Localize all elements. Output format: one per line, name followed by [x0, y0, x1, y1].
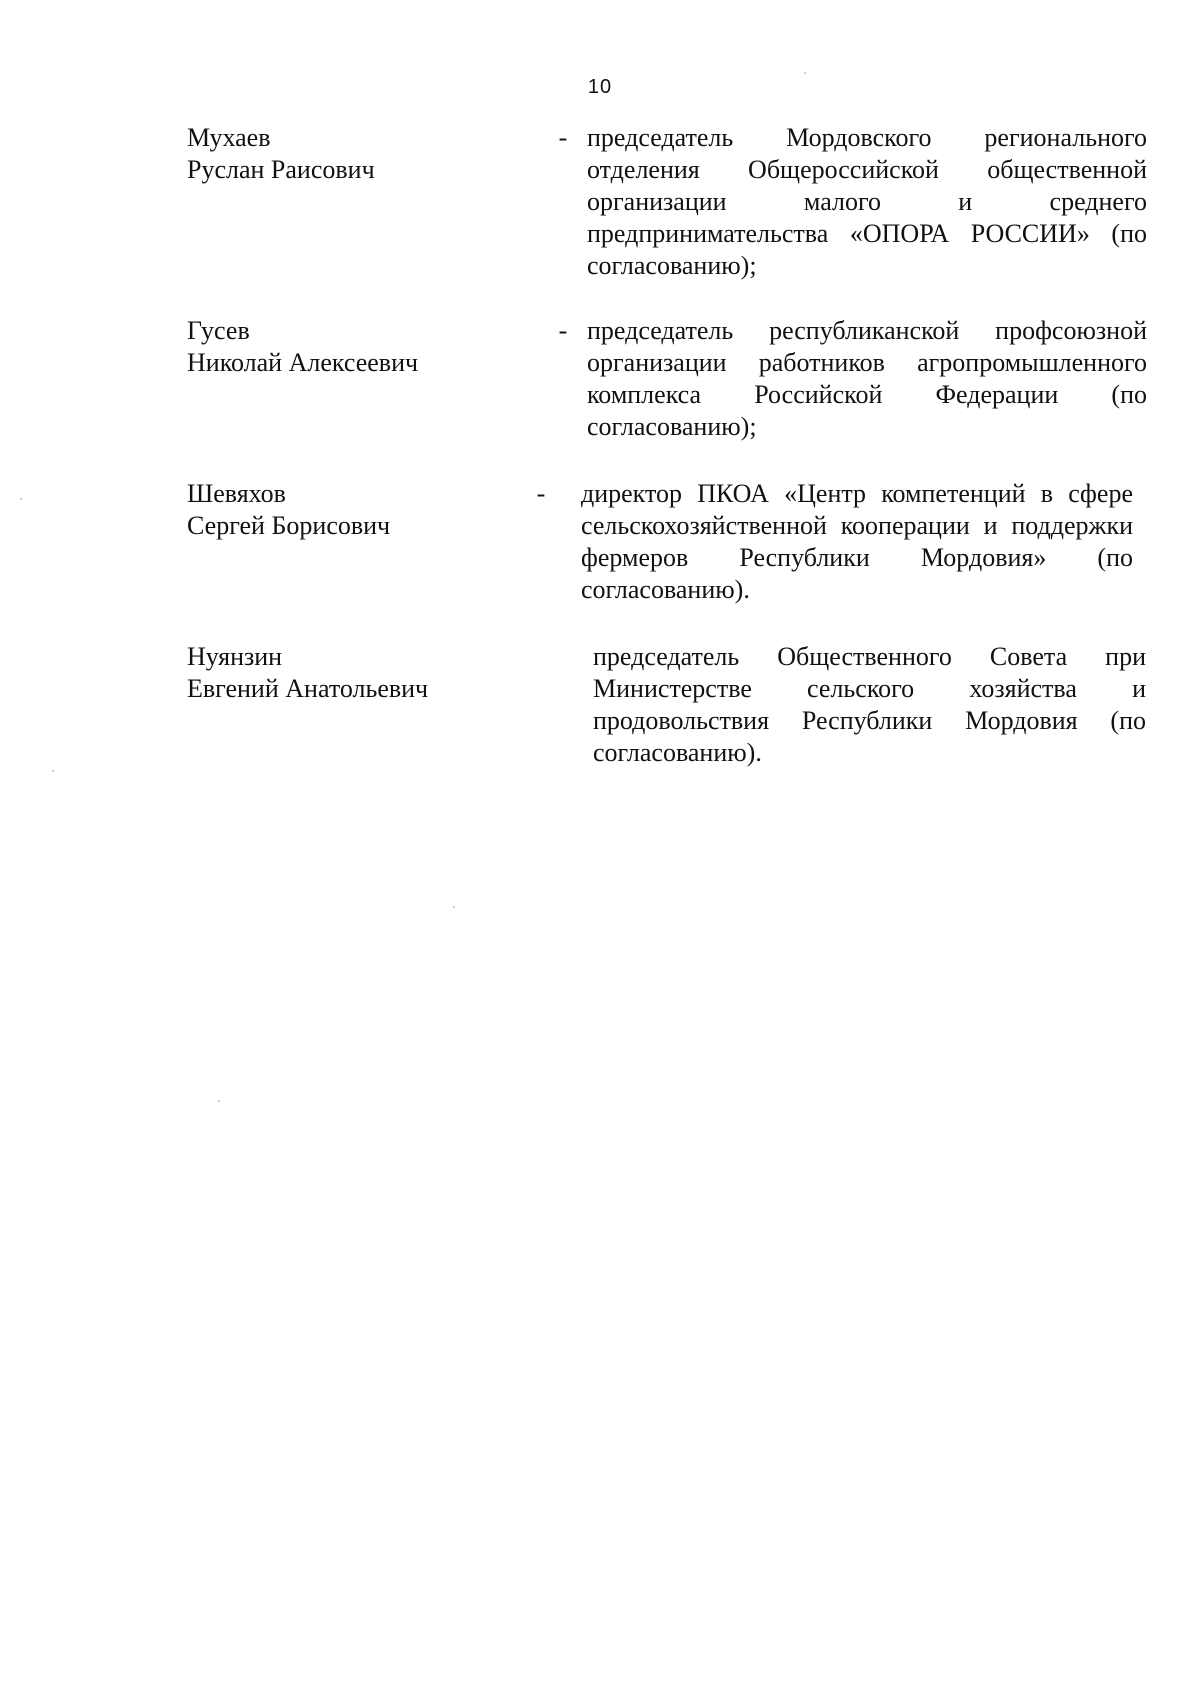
scan-speck	[804, 72, 806, 74]
member-name	[187, 641, 527, 705]
member-name	[187, 122, 527, 186]
member-position: директор ПКОА «Центр компетенций в сфере сельскохозяйственной кооперации и поддержки фермеров Республики Мордовия» (по согласованию).	[581, 479, 1133, 604]
member-surname: Нуянзин	[187, 642, 283, 671]
member-position: председатель республиканской профсоюзной организации работников агропромышленного комплекса Российской Федерации (по согласованию);	[587, 316, 1147, 441]
member-given-names: Николай Алексеевич	[187, 348, 419, 377]
separator-dash: -	[558, 123, 568, 152]
member-surname: Шевяхов	[187, 479, 286, 508]
separator-dash: -	[558, 316, 568, 345]
scan-speck	[453, 906, 455, 908]
member-name	[187, 478, 527, 542]
member-given-names: Сергей Борисович	[187, 511, 391, 540]
separator-dash: -	[536, 479, 546, 508]
member-position: председатель Общественного Совета при Министерстве сельского хозяйства и продовольствия Республики Мордовия (по согласованию).	[593, 642, 1146, 767]
member-surname: Мухаев	[187, 123, 271, 152]
scan-speck	[20, 498, 22, 500]
member-given-names: Евгений Анатольевич	[187, 674, 429, 703]
member-name	[187, 315, 527, 379]
member-given-names: Руслан Раисович	[187, 155, 375, 184]
scan-speck	[218, 1100, 220, 1102]
member-surname: Гусев	[187, 316, 250, 345]
member-position: председатель Мордовского регионального отделения Общероссийской общественной организации малого и среднего предпринимательства «ОПОРА РОССИИ» (по согласованию);	[587, 123, 1147, 280]
scan-speck	[52, 770, 54, 772]
page-number: 10	[587, 76, 613, 98]
